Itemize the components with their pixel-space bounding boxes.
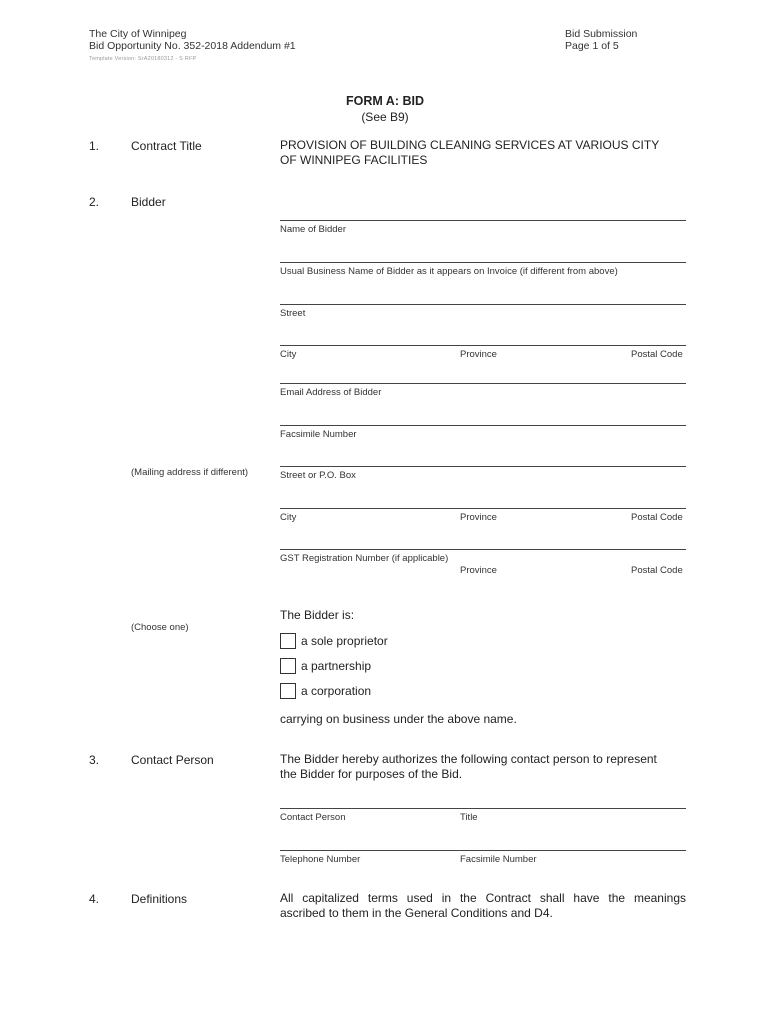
contract-title-line2: OF WINNIPEG FACILITIES — [280, 153, 428, 167]
gst-line[interactable] — [280, 549, 686, 550]
city-province-postal-line[interactable] — [280, 345, 686, 346]
form-subtitle: (See B9) — [361, 110, 409, 124]
email-caption: Email Address of Bidder — [280, 387, 382, 398]
postal-code-caption: Postal Code — [631, 349, 683, 360]
mailing-city-line[interactable] — [280, 508, 686, 509]
contact-title-caption: Title — [460, 812, 478, 823]
contact-person-line[interactable] — [280, 808, 686, 809]
partnership-label: a partnership — [301, 659, 372, 673]
contract-title-line1: PROVISION OF BUILDING CLEANING SERVICES AT VARIOUS CITY — [280, 138, 660, 152]
section-1-number: 1. — [89, 139, 100, 153]
mailing-postal-code-caption: Postal Code — [631, 512, 683, 523]
definitions-text-line2: ascribed to them in the General Conditions and D4. — [280, 906, 553, 920]
section-2-number: 2. — [89, 195, 100, 209]
header-left-line1: The City of Winnipeg — [89, 28, 187, 40]
street-po-line[interactable] — [280, 466, 686, 467]
telephone-line[interactable] — [280, 850, 686, 851]
corporation-checkbox[interactable] — [280, 683, 296, 699]
name-of-bidder-line[interactable] — [280, 220, 686, 221]
usual-business-name-caption: Usual Business Name of Bidder as it appears on Invoice (if different from above) — [280, 266, 618, 277]
definitions-text-line1: All capitalized terms used in the Contract shall have the meanings — [280, 891, 686, 905]
province-caption: Province — [460, 349, 497, 360]
carrying-on-text: carrying on business under the above name. — [280, 712, 517, 726]
section-4-label: Definitions — [131, 892, 188, 906]
contact-text-line1: The Bidder hereby authorizes the following contact person to represent — [280, 752, 657, 766]
template-version: Template Version: SrA20180312 - S RFP — [89, 56, 197, 62]
facsimile-line[interactable] — [280, 425, 686, 426]
street-po-caption: Street or P.O. Box — [280, 470, 356, 481]
city-caption: City — [280, 349, 297, 360]
street-caption: Street — [280, 308, 306, 319]
telephone-caption: Telephone Number — [280, 854, 361, 865]
contact-text-line2: the Bidder for purposes of the Bid. — [280, 767, 463, 781]
sole-proprietor-checkbox[interactable] — [280, 633, 296, 649]
section-2-label: Bidder — [131, 195, 166, 209]
header-right-line1: Bid Submission — [565, 28, 638, 40]
mailing-city-caption: City — [280, 512, 297, 523]
email-line[interactable] — [280, 383, 686, 384]
usual-business-name-line[interactable] — [280, 262, 686, 263]
sole-proprietor-label: a sole proprietor — [301, 634, 388, 648]
section-3-label: Contact Person — [131, 753, 214, 767]
mailing-province-caption: Province — [460, 512, 497, 523]
section-3-number: 3. — [89, 753, 100, 767]
partnership-checkbox[interactable] — [280, 658, 296, 674]
gst-caption: GST Registration Number (if applicable) — [280, 553, 449, 564]
form-title: FORM A: BID — [346, 94, 424, 108]
section-1-label: Contract Title — [131, 139, 202, 153]
contact-facsimile-caption: Facsimile Number — [460, 854, 537, 865]
name-of-bidder-caption: Name of Bidder — [280, 224, 347, 235]
section-4-number: 4. — [89, 892, 100, 906]
corporation-label: a corporation — [301, 684, 372, 698]
facsimile-caption: Facsimile Number — [280, 429, 357, 440]
header-left-line2: Bid Opportunity No. 352-2018 Addendum #1 — [89, 40, 296, 52]
bidder-is-label: The Bidder is: — [280, 608, 355, 622]
mailing-address-note: (Mailing address if different) — [131, 467, 249, 478]
gst-postal-code-caption: Postal Code — [631, 565, 683, 576]
contact-person-caption: Contact Person — [280, 812, 346, 823]
street-line[interactable] — [280, 304, 686, 305]
choose-one-note: (Choose one) — [131, 622, 189, 633]
header-right-line2: Page 1 of 5 — [565, 40, 619, 52]
gst-province-caption: Province — [460, 565, 497, 576]
